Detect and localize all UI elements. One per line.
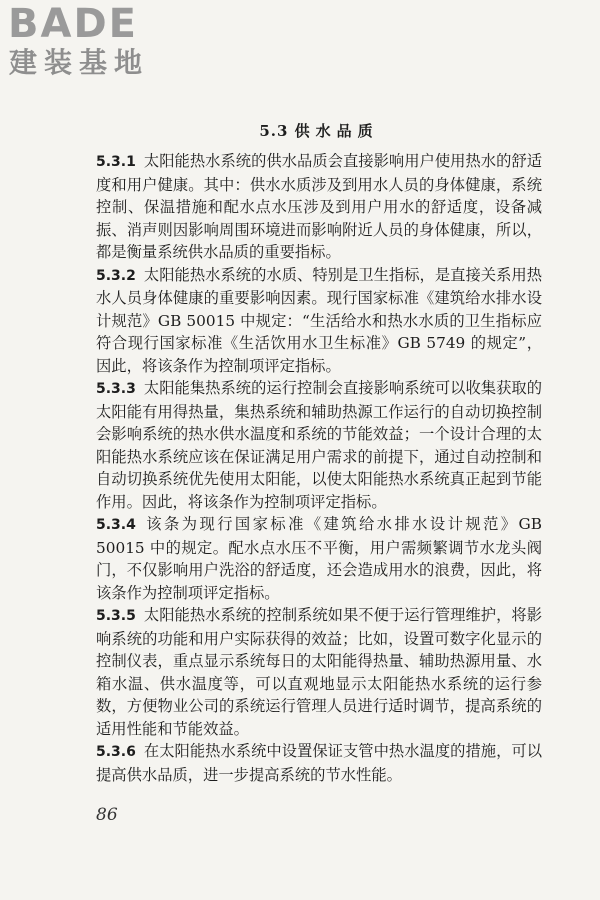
clause-text: 太阳能热水系统的控制系统如果不便于运行管理维护，将影响系统的功能和用户实际获得的效益；比如，设置可数字化显示的控制仪表，重点显示系统每日的太阳能得热量、辅助热源用量、水箱水温、供水温度等，可以直观地显示太阳能热水系统的运行参数，方便物业公司的系统运行管理人员进行适时调节，提高系统的适用性能和节能效益。 xyxy=(96,606,542,738)
clause-number: 5.3.6 xyxy=(96,744,136,760)
clause-text: 在太阳能热水系统中设置保证支管中热水温度的措施，可以提高供水品质，进一步提高系统的节水性能。 xyxy=(96,742,542,784)
clause-number: 5.3.5 xyxy=(96,608,136,624)
clause-number: 5.3.2 xyxy=(96,267,136,284)
section-number: 5.3 xyxy=(259,122,289,140)
clause-text: 太阳能集热系统的运行控制会直接影响系统可以收集获取的太阳能有用得热量，集热系统和辅助热源工作运行的自动切换控制会影响系统的热水供水温度和系统的节能效益；一个设计合理的太阳能热水系统应该在保证满足用户需求的前提下，通过自动控制和自动切换系统优先使用太阳能，以使太阳能热水系统真正起到节能作用。因此，将该条作为控制项评定指标。 xyxy=(96,379,542,511)
paragraph-5-3-2 xyxy=(96,264,542,378)
logo xyxy=(8,2,183,90)
paragraph-5-3-3 xyxy=(96,377,542,513)
clause-number: 5.3.1 xyxy=(96,154,136,170)
clause-number: 5.3.4 xyxy=(96,517,136,533)
section-title-text: 供水品质 xyxy=(294,122,379,140)
paragraph-5-3-5 xyxy=(96,604,542,740)
clause-text: 该条为现行国家标准《建筑给水排水设计规范》GB 50015 中的规定。配水点水压不平衡，用户需频繁调节水龙头阀门，不仅影响用户洗浴的舒适度，还会造成用水的浪费，因此，将该条作为控制项评定指标。 xyxy=(96,515,542,602)
paragraph-5-3-6 xyxy=(96,740,542,786)
page-body xyxy=(96,120,542,786)
logo-text-en: BADE xyxy=(8,1,138,47)
clause-text: 太阳能热水系统的供水品质会直接影响用户使用热水的舒适度和用户健康。其中：供水水质涉及到用水人员的身体健康，系统控制、保温措施和配水点水压涉及到用户用水的舒适度，设备减振、消声则因影响周围环境进而影响附近人员的身体健康，所以，都是衡量系统供水品质的重要指标。 xyxy=(96,152,542,261)
logo-text-cn: 建装基地 xyxy=(9,46,150,79)
section-title xyxy=(96,120,542,141)
page-number: 86 xyxy=(96,805,118,825)
paragraph-5-3-1 xyxy=(96,150,542,264)
clause-text: 太阳能热水系统的水质、特别是卫生指标，是直接关系用热水人员身体健康的重要影响因素。现行国家标准《建筑给水排水设计规范》GB 50015 中规定：“生活给水和热水水质的卫生指标应符合现行国家标准《生活饮用水卫生标准》GB 5749 的规定”，因此，将该条作为控制项评定指标。 xyxy=(96,265,542,375)
clause-number: 5.3.3 xyxy=(96,381,136,397)
paragraph-5-3-4 xyxy=(96,513,542,604)
